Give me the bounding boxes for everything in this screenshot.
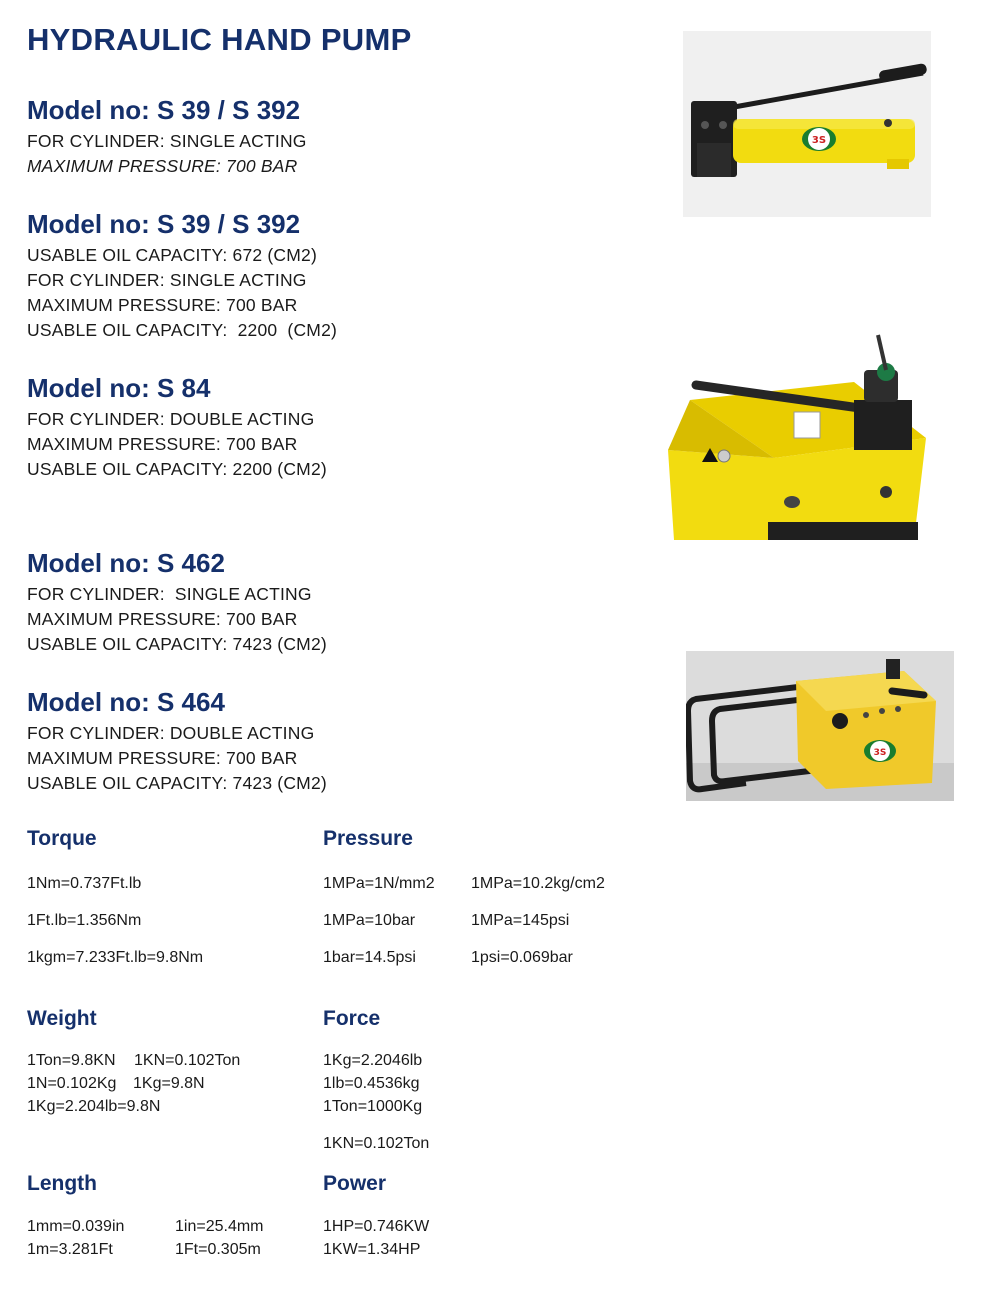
torque-item: 1kgm=7.233Ft.lb=9.8Nm [27, 949, 204, 966]
pressure-item: 1MPa=1N/mm2 [323, 875, 435, 892]
model-heading: Model no: S 39 / S 392 [27, 209, 301, 239]
model-heading: Model no: S 84 [27, 373, 211, 403]
pressure-item: 1MPa=145psi [471, 912, 570, 929]
pressure-item: 1psi=0.069bar [471, 949, 573, 966]
spec-line: USABLE OIL CAPACITY: 7423 (CM2) [27, 773, 327, 793]
weight-item: 1Kg=9.8N [133, 1075, 205, 1092]
model-heading: Model no: S 462 [27, 548, 225, 578]
model-heading: Model no: S 39 / S 392 [27, 95, 301, 125]
spec-line: FOR CYLINDER: SINGLE ACTING [27, 584, 312, 604]
weight-item: 1KN=0.102Ton [134, 1052, 241, 1069]
force-item: 1Kg=2.2046lb [323, 1052, 423, 1069]
pressure-heading: Pressure [323, 827, 413, 850]
spec-line: MAXIMUM PRESSURE: 700 BAR [27, 609, 298, 629]
force-item: 1KN=0.102Ton [323, 1135, 430, 1152]
spec-line: FOR CYLINDER: DOUBLE ACTING [27, 723, 315, 743]
logo-text: 3S [811, 135, 827, 146]
weight-heading-wrap [27, 1006, 97, 1032]
spec-line: USABLE OIL CAPACITY: 7423 (CM2) [27, 634, 327, 654]
length-item: 1mm=0.039in [27, 1218, 125, 1235]
spec-line: MAXIMUM PRESSURE: 700 BAR [27, 156, 298, 176]
spec-line: MAXIMUM PRESSURE: 700 BAR [27, 295, 298, 315]
force-item: 1lb=0.4536kg [323, 1075, 420, 1092]
model-block-5 [27, 687, 327, 796]
force-heading-wrap [323, 1006, 380, 1032]
weight-item: 1N=0.102Kg [27, 1075, 117, 1092]
power-item: 1KW=1.34HP [323, 1241, 421, 1258]
length-heading-wrap [27, 1171, 97, 1197]
product-photo-s462 [686, 651, 954, 801]
model-block-3 [27, 373, 327, 482]
pressure-item: 1MPa=10bar [323, 912, 416, 929]
power-item: 1HP=0.746KW [323, 1218, 430, 1235]
torque-item: 1Ft.lb=1.356Nm [27, 912, 142, 929]
force-heading: Force [323, 1007, 381, 1030]
spec-line: USABLE OIL CAPACITY: 2200 (CM2) [27, 320, 338, 340]
pressure-heading-wrap [323, 826, 413, 852]
weight-item: 1Ton=9.8KN [27, 1052, 116, 1069]
product-photo-s39 [683, 31, 931, 217]
spec-line: MAXIMUM PRESSURE: 700 BAR [27, 748, 298, 768]
length-item: 1m=3.281Ft [27, 1241, 113, 1258]
model-block-1 [27, 95, 307, 179]
model-block-4 [27, 548, 327, 657]
length-item: 1Ft=0.305m [175, 1241, 261, 1258]
model-block-2 [27, 209, 337, 343]
torque-heading-wrap [27, 826, 97, 852]
length-heading: Length [27, 1172, 97, 1195]
product-photo-s84 [664, 330, 934, 542]
spec-line: FOR CYLINDER: SINGLE ACTING [27, 131, 307, 151]
page-title: HYDRAULIC HAND PUMP [27, 22, 412, 57]
model-heading: Model no: S 464 [27, 687, 225, 717]
pressure-item: 1MPa=10.2kg/cm2 [471, 875, 605, 892]
power-heading: Power [323, 1172, 387, 1195]
length-item: 1in=25.4mm [175, 1218, 264, 1235]
pressure-item: 1bar=14.5psi [323, 949, 416, 966]
spec-line: FOR CYLINDER: SINGLE ACTING [27, 270, 307, 290]
power-heading-wrap [323, 1171, 386, 1197]
spec-line: MAXIMUM PRESSURE: 700 BAR [27, 434, 298, 454]
force-item: 1Ton=1000Kg [323, 1098, 423, 1115]
logo-text: 3S [873, 748, 887, 758]
torque-heading: Torque [27, 827, 97, 850]
spec-line: USABLE OIL CAPACITY: 2200 (CM2) [27, 459, 327, 479]
torque-item: 1Nm=0.737Ft.lb [27, 875, 142, 892]
spec-line: USABLE OIL CAPACITY: 672 (CM2) [27, 245, 317, 265]
weight-heading: Weight [27, 1007, 97, 1030]
spec-line: FOR CYLINDER: DOUBLE ACTING [27, 409, 315, 429]
weight-item: 1Kg=2.204lb=9.8N [27, 1098, 161, 1115]
